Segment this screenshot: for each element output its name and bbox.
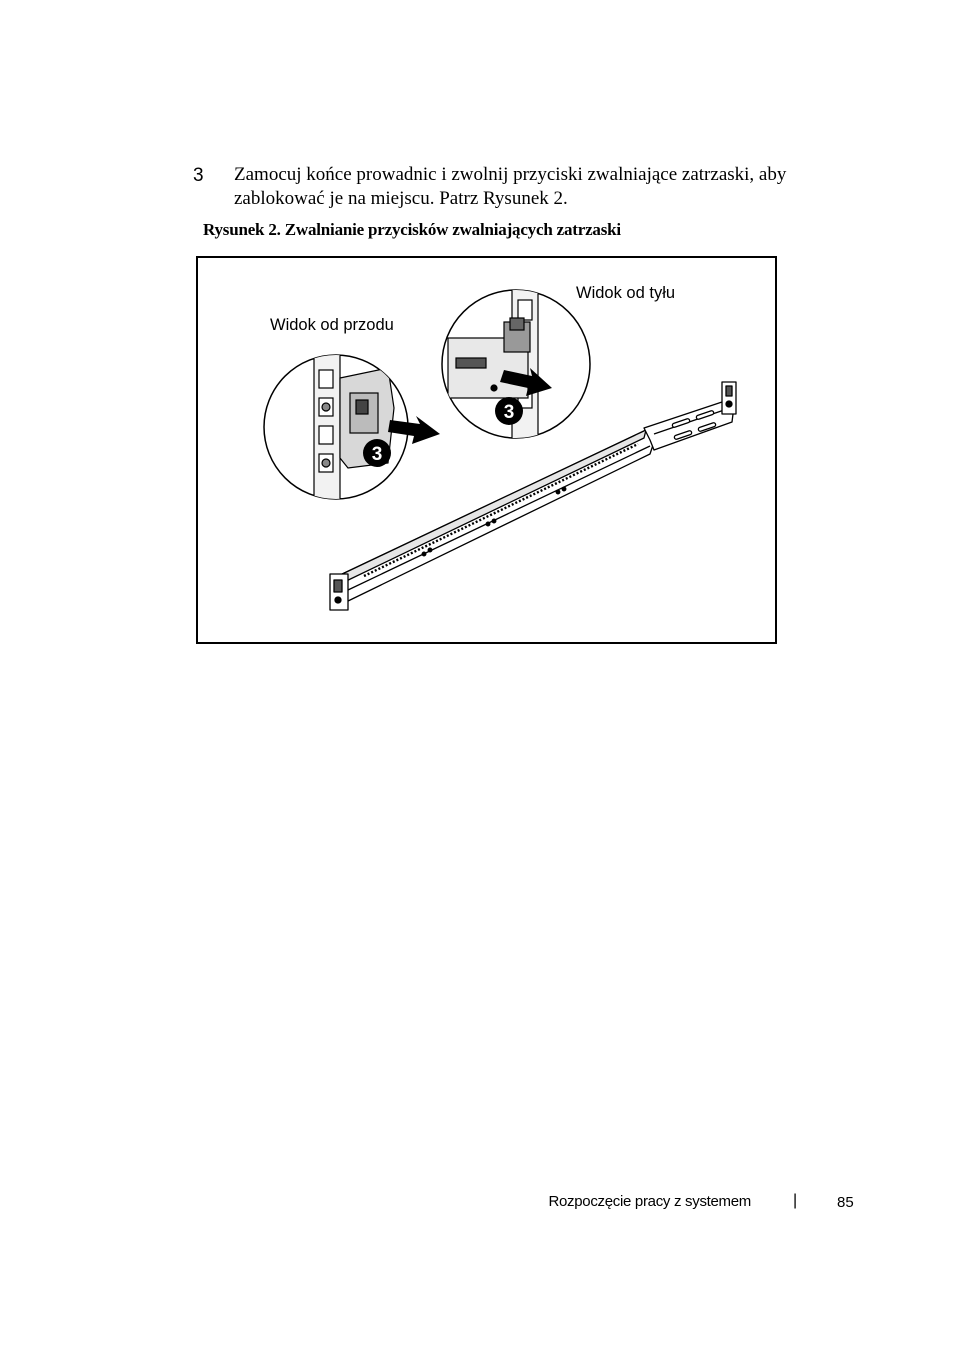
step-badge-back-label: 3 [503,402,515,423]
front-view-detail [264,348,440,508]
footer-separator: | [793,1192,798,1209]
callout-back-view: Widok od tyłu [576,284,676,302]
figure-caption: Rysunek 2. Zwalnianie przycisków zwalniających zatrzaski [203,220,621,239]
step-text: Zamocuj końce prowadnic i zwolnij przyciski zwalniające zatrzaski, aby zablokować je na miejscu. Patrz Rysunek 2. [234,164,787,209]
figure-rail-latch-release [196,256,777,644]
step-number: 3 [193,165,204,186]
page-number: 85 [837,1194,854,1211]
callout-front-view: Widok od przodu [270,316,394,334]
back-view-detail [442,288,590,448]
step-badge-front-label: 3 [371,444,383,465]
footer-chapter-title: Rozpoczęcie pracy z systemem [548,1193,751,1210]
